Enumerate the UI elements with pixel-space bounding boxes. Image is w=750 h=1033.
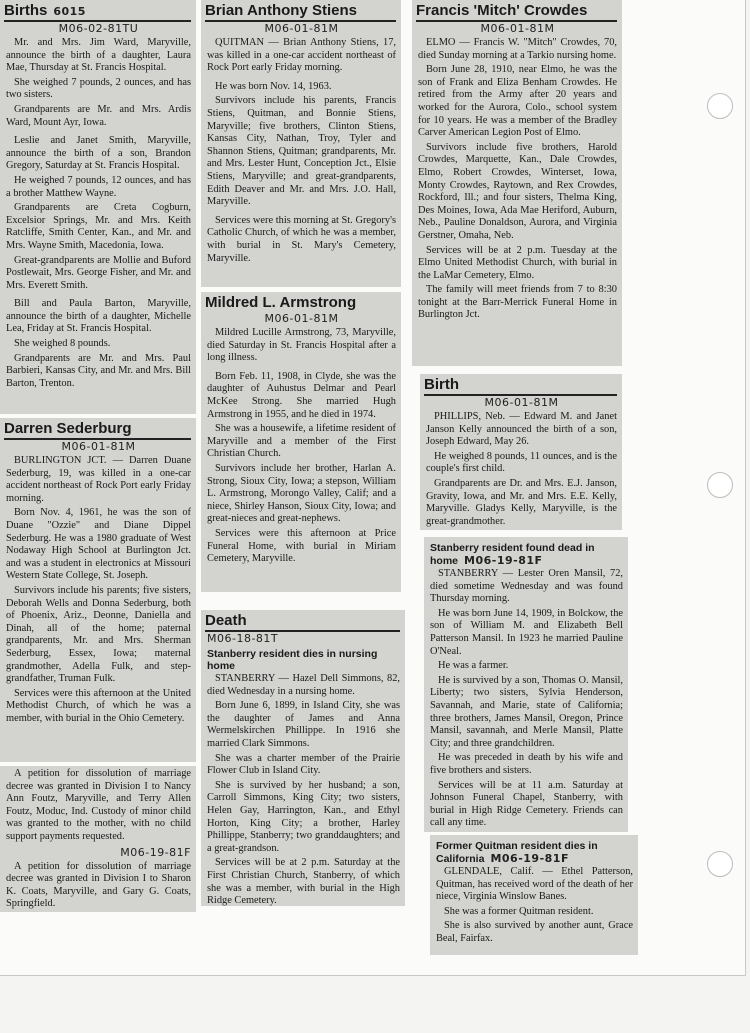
darren-paragraph: Born Nov. 4, 1961, he was the son of Duane "Ozzie" and Diane Dippel Sederburg. He was a 1980 graduate of West Nodaway High School at Burlington Jct. and was a student in electronics at Missouri Western State College, St. Joseph. (6, 507, 191, 582)
quitman-paragraph: She was a former Quitman resident. (444, 905, 594, 917)
death-date: M06-18-81T (207, 632, 279, 645)
francis-crowdes-clipping (412, 0, 622, 366)
brian-date: M06-01-81M (264, 22, 339, 35)
mildred-paragraph: Services were this afternoon at Price Funeral Home, with burial in Miriam Cemetery, Maryville. (207, 527, 396, 565)
death-clipping (201, 610, 405, 906)
darren-heading: Darren Sederburg (4, 420, 191, 440)
brian-stiens-clipping (201, 0, 401, 287)
death-paragraph: Services will be at 2 p.m. Saturday at the First Christian Church, Stanberry, of which she was a member, with burial in the High Ridge Cemetery. (207, 857, 400, 906)
stanberry-subhead: Stanberry resident found dead in home M06-19-81F (430, 542, 595, 567)
births-paragraph: Grandparents are Mr. and Mrs. Ardis Ward, Mount Ayr, Iowa. (6, 103, 191, 128)
quitman-subhead: Former Quitman resident dies in California M06-19-81F (436, 840, 598, 865)
brian-paragraph: Survivors include his parents, Francis Stiens, Quitman, and Bonnie Stiens, Maryville; five brothers, Clinton Stiens, Kansas City, Nathan, Troy, Tyler and Shannon Stiens, Quitman; grandparents, Mr. and Mrs. Lester Hunt, Conception Jct., Elsie Stiens, Maryville; and great-grandparents, Edith Deaver and Mr. and Mrs. J.O. Hall, Maryville. (207, 95, 396, 208)
petition-date: M06-19-81F (120, 845, 191, 859)
darren-paragraph: Survivors include his parents; five sisters, Deborah Wells and Donna Sederburg, both of Phoenix, Ariz., Deonne, Daniella and Dinah, all of the home; paternal grandparents, Mr. and Mrs. Sherman Sederburg, Essex, Iowa; maternal grandmother, Adella Fulk, and step-grandfather, Truman Fulk. (6, 584, 191, 685)
birth-date: M06-01-81M (484, 396, 559, 409)
stanberry-date: M06-19-81F (464, 554, 543, 567)
death-heading: Death (205, 612, 400, 632)
binder-hole-top (707, 93, 733, 119)
stanberry-paragraph: Services will be at 11 a.m. Saturday at Johnson Funeral Chapel, Stanberry, with burial in High Ridge Cemetery. Friends can call any time. (430, 779, 623, 829)
death-paragraph: She is survived by her husband; a son, Carroll Simmons, King City; two sisters, Helen Gay, Harrington, Kan., and Ethyl Horton, King City; a brother, Harley Phillippe, Stanberry; two granddaughters; and a great-grandson. (207, 779, 400, 854)
birth-clipping (420, 374, 622, 530)
brian-paragraph: Services were this morning at St. Gregory's Catholic Church, of which he was a member, with burial in St. Mary's Cemetery, Maryville. (207, 214, 396, 264)
births-paragraph: Grandparents are Mr. and Mrs. Paul Barbieri, Kansas City, and Mr. and Mrs. Bill Barton, Trenton. (6, 352, 191, 389)
quitman-paragraph: GLENDALE, Calif. — Ethel Patterson, Quitman, has received word of the death of her niece, Virginia Winslow Banes. (436, 866, 633, 903)
darren-paragraph: BURLINGTON JCT. — Darren Duane Sederburg, 19, was killed in a one-car accident northeast of Rock Port early Friday morning. (6, 455, 191, 504)
francis-paragraph: Survivors include five brothers, Harold Crowdes, Marquette, Kan., Dale Crowdes, Elmo, Robert Crowdes, Winterset, Iowa, Monty Crowdes, Raytown, and Rex Crowdes, Rockford, Ill.; and four sisters, Thelma King, Des Moines, Iowa, Ada Mae Heriford, Auburn, Neb., Pauline Donaldson, Aurora, and Virginia Gerstner, Omaha, Neb. (418, 141, 617, 241)
mildred-paragraph: Mildred Lucille Armstrong, 73, Maryville, died Saturday in St. Francis Hospital after a long illness. (207, 327, 396, 364)
stanberry-clipping (424, 537, 628, 832)
births-paragraph: Great-grandparents are Mollie and Buford Postlewait, Mrs. George Fisher, and Mr. and Mrs. Everett Smith. (6, 254, 191, 291)
death-subhead: Stanberry resident dies in nursing home (207, 648, 378, 672)
darren-date: M06-01-81M (61, 440, 136, 453)
birth-paragraph: He weighed 8 pounds, 11 ounces, and is the couple's first child. (426, 450, 617, 475)
binder-hole-middle (707, 472, 733, 498)
births-clipping (0, 0, 196, 414)
petitions-clipping (0, 766, 196, 912)
francis-date: M06-01-81M (480, 22, 555, 35)
birth-heading: Birth (424, 376, 617, 396)
brian-paragraph: QUITMAN — Brian Anthony Stiens, 17, was killed in a one-car accident northeast of Rock Port early Friday morning. (207, 37, 396, 74)
death-paragraph: STANBERRY — Hazel Dell Simmons, 82, died Wednesday in a nursing home. (207, 673, 400, 697)
mildred-paragraph: Born Feb. 11, 1908, in Clyde, she was the daughter of Auhustus Delmar and Pearl McKee Strong. She married Hugh Armstrong in 1955, and he died in 1974. (207, 370, 396, 420)
brian-paragraph: He was born Nov. 14, 1963. (215, 80, 332, 92)
birth-paragraph: PHILLIPS, Neb. — Edward M. and Janet Janson Kelly announced the birth of a son, Joseph Edward, May 26. (426, 411, 617, 448)
mildred-heading: Mildred L. Armstrong (205, 294, 357, 311)
francis-paragraph: Born June 28, 1910, near Elmo, he was the son of Frank and Eliza Benham Crowdes. He retired from the Army after 20 years and worked for the Aurora, Colo., school system for 10 years. He was a member of the Bradley Carver American Legion Post of Elmo. (418, 64, 617, 139)
mildred-paragraph: She was a housewife, a lifetime resident of Maryville and a member of the First Christian Church. (207, 423, 396, 460)
stanberry-paragraph: He is survived by a son, Thomas O. Mansil, Liberty; two sisters, Sylvia Henderson, Savannah, and Marie, state of California; three brothers, James Mansil, Oregon, Prince Mansil, savannah, and Merle Mansil, Platte City; and three grandchildren. (430, 674, 623, 749)
births-paragraph: She weighed 8 pounds. (14, 338, 111, 350)
births-paragraph: She weighed 7 pounds, 2 ounces, and has two sisters. (6, 76, 191, 101)
death-paragraph: She was a charter member of the Prairie Flower Club in Island City. (207, 752, 400, 777)
births-heading: Births 6015 (4, 2, 191, 22)
quitman-paragraph: She is also survived by another aunt, Grace Beal, Fairfax. (436, 920, 633, 944)
petition-1: A petition for dissolution of marriage decree was granted in Division I to Nancy Ann Foutz, Maryville, and Terry Allen Foutz, Moduc, Ind. Custody of minor child was granted to the mother, with no child support payments requested. (6, 768, 191, 842)
births-paragraph: Mr. and Mrs. Jim Ward, Maryville, announce the birth of a daughter, Laura Mae, Thursday at St. Francis Hospital. (6, 37, 191, 74)
stanberry-paragraph: He was preceded in death by his wife and five brothers and sisters. (430, 752, 623, 776)
darren-sederburg-clipping (0, 418, 196, 762)
births-paragraph: Leslie and Janet Smith, Maryville, announce the birth of a son, Brandon Gregory, Saturday at St. Francis Hospital. (6, 135, 191, 172)
mildred-paragraph: Survivors include her brother, Harlan A. Strong, Sioux City, Iowa; a stepson, William L. Armstrong, Morongo Valley, Calif; and a niece, Shirley Hanson, Sioux City, Iowa; and great-nieces and great-nephews. (207, 462, 396, 525)
death-paragraph: Born June 6, 1899, in Island City, she was the daughter of James and Anna Wermelskirchen Phillippe. In 1916 she married Clark Simmons. (207, 700, 400, 749)
petition-2: A petition for dissolution of marriage decree was granted in Division I to Sharon K. Coats, Maryville, and Gary G. Coats, Springfield. (6, 860, 191, 910)
francis-paragraph: Services will be at 2 p.m. Tuesday at the Elmo United Methodist Church, with burial in the LaMar Cemetery, Elmo. (418, 244, 617, 281)
darren-paragraph: Services were this afternoon at the United Methodist Church, of which he was a member, with burial in the Ohio Cemetery. (6, 687, 191, 724)
brian-heading: Brian Anthony Stiens (205, 2, 396, 22)
francis-heading: Francis 'Mitch' Crowdes (416, 2, 617, 22)
binder-hole-bottom (707, 851, 733, 877)
francis-paragraph: ELMO — Francis W. "Mitch" Crowdes, 70, died Sunday morning at a Tarkio nursing home. (418, 37, 617, 61)
mildred-date: M06-01-81M (264, 312, 339, 325)
births-paragraph: He weighed 7 pounds, 12 ounces, and has a brother Matthew Wayne. (6, 174, 191, 199)
birth-paragraph: Grandparents are Dr. and Mrs. E.J. Janson, Gravity, Iowa, and Mr. and Mrs. E.E. Kelly, Maryville. Gladys Kelly, Maryville, is the great-grandmother. (426, 477, 617, 527)
francis-paragraph: The family will meet friends from 7 to 8:30 tonight at the Barr-Merrick Funeral Home in Burlington Jct. (418, 284, 617, 321)
mildred-armstrong-clipping (201, 292, 401, 592)
quitman-clipping (430, 835, 638, 955)
births-annotation: 6015 (53, 5, 86, 18)
births-paragraph: Grandparents are Creta Cogburn, Excelsior Springs, Mr. and Mrs. Keith Ratcliffe, Smith Center, Kan., and Mr. and Mrs. Wayne Smith, Macedonia, Iowa. (6, 202, 191, 251)
stanberry-paragraph: He was a farmer. (438, 660, 509, 672)
stanberry-paragraph: He was born June 14, 1909, in Bolckow, the son of William M. and Elizabeth Bell Patterson Mansil. In 1923 he married Pauline O'Neal. (430, 607, 623, 657)
births-date: M06-02-81TU (58, 22, 139, 35)
stanberry-paragraph: STANBERRY — Lester Oren Mansil, 72, died sometime Wednesday and was found Thursday morning. (430, 568, 623, 605)
births-paragraph: Bill and Paula Barton, Maryville, announce the birth of a daughter, Michelle Lea, Friday at St. Francis Hospital. (6, 298, 191, 335)
quitman-date: M06-19-81F (490, 852, 569, 865)
